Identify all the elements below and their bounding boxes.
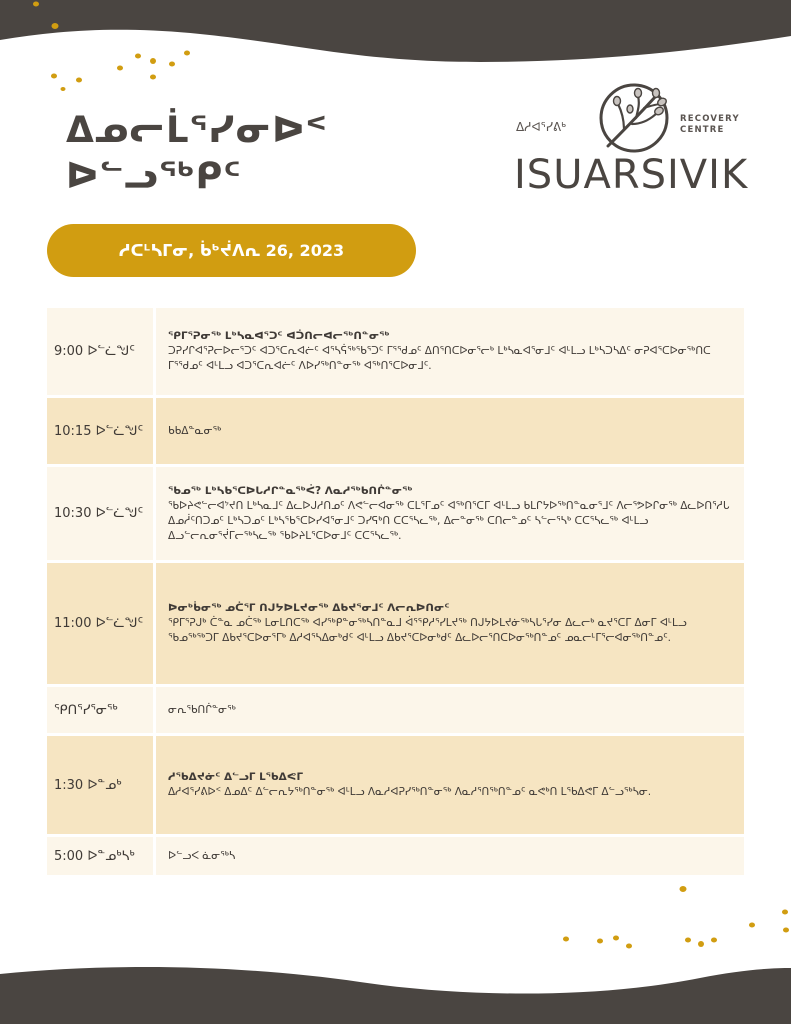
row-time: 10:15 ᐅᓪᓛᖑᑦ [47,398,156,464]
row-description [156,467,744,560]
row-title: ᕿᒥᕐᕈᓂᖅ ᒪᒃᓴᓇᐊᕐᑐᑦ ᐊᑑᑎᓕᐊᓕᖅᑎᓐᓂᖅ [168,330,390,342]
bottom-wave-decoration [0,954,791,1024]
date-banner: ᓱᑕᒻᓴᒥᓂ, ᑳᒃᔫᐱᕆ 26, 2023 [47,224,416,277]
row-body: ᑐᕈᓯᒋᐊᕐᕈᓕᐅᓕᕐᑐᑦ ᐊᑐᕐᑕᕆᐊᓖᑦ ᐊᕐᓴᕌᖅᖃᕐᑐᑦ ᒥᕐᖁᓄᑦ ᐃᑎᕐᑎᑕᐅᓂᕐᓕᒃ ᒪᒃᓴᓇᐊᕐᓂᒧᑦ ᐊᒻᒪᓗ ᒪᒃᓴᑐᓴᐃᑦ ᓂᕈᐊᕐᑕᐅᓂᖅᑎᑕ ᒥᕐᖁᓄᑦ ᐊᒻᒪᓗ ᐊᑐᕐᑕᕆᐊᓖᑦ ᐱᐅᓯᖅᑎᓐᓂᖅ ᐊᖅᑎᕐᑕᐅᓂᒧᑦ. [168,345,711,372]
table-row [47,837,744,875]
row-time: 10:30 ᐅᓪᓛᖑᑦ [47,467,156,560]
table-row [47,687,744,733]
row-description [156,398,744,464]
row-title: ᖃᓄᖅ ᒪᒃᓴᑲᕐᑕᐅᒐᓱᒋᓐᓇᖅᐹ? ᐱᓇᓱᖅᑲᑎᒌᓐᓂᖅ [168,484,413,497]
row-body: ᐃᓱᐊᕐᓯᕕᐅᑉ ᐃᓄᐃᑦ ᐃᓪᓕᕆᔭᖅᑎᓐᓂᖅ ᐊᒻᒪᓗ ᐱᓇᓱᐊᕈᓯᖅᑎᓐᓂᖅ ᐱᓇᓱᕐᑎᖅᑎᓐᓄᑦ ᓇᕙᒃᑎ ᒪᖃᐃᕙᒥ ᐃᓪᓗᖅᓴᓂ. [168,786,652,798]
logo-syllabics: ᐃᓱᐊᕐᓯᕕᒃ [516,120,567,134]
logo-recovery-line1: RECOVERY [680,114,740,124]
row-title: ᐅᓂᒃᑳᓂᖅ ᓄᑖᕐᒥ ᑎᒍᔭᐅᒪᔪᓂᖅ ᐃᑲᔪᕐᓂᒧᑦ ᐱᓕᕆᐅᑎᓂᑦ [168,602,450,614]
row-body: ᑲᑲᐃᓐᓇᓂᖅ [168,424,222,437]
table-row [47,398,744,464]
row-time: 5:00 ᐅᓐᓄᒃᓴᒃ [47,837,156,875]
row-body: ᓂᕆᖃᑎᒌᓐᓂᖅ [168,703,236,716]
top-wave-decoration [0,0,791,70]
row-time: ᕿᑎᕐᓯᕐᓂᖅ [47,687,156,733]
row-time: 11:00 ᐅᓪᓛᖑᑦ [47,563,156,684]
row-description [156,687,744,733]
page-title [66,108,327,200]
page-title-line1: ᐃᓄᓕᒫᕐᓯᓂᐅᑉ [66,110,328,151]
table-row [47,308,744,395]
logo-wordmark: ISUARSIVIK [514,152,749,198]
row-description [156,308,744,395]
table-row [47,736,744,834]
row-body: ᕿᒥᕐᕈᒍᒃ ᑖᓐᓇ ᓄᑖᖅ ᒪᓂᒪᑎᑕᖅ ᐊᓯᖅᑭᓐᓂᖅᓴᑎᓐᓇᒧ ᐋᕐᕿᓱᕐᓯᒪᔪᖅ ᑎᒍᔭᐅᒪᔪᓃᖅᓴᒐᕐᓯᓂ ᐃᓚᓕᒃ ᓇᔪᕐᑕᒥ ᐃᓂᒥ ᐊᒻᒪᓗ ᖃᓄᖅᖅᑐᒥ ᐃᑲᔪᕐᑕᐅᓂᕐᒥᒃ ᐃᓱᐊᕐᓴᐃᓂᒃᑯᑦ ᐊᒻᒪᓗ ᐃᑲᔪᕐᑕᐅᓂᒃᑯᑦ ᐃᓚᐅᓕᕐᑎᑕᐅᓂᖅᑎᓐᓄᑦ ᓄᓇᓕᒻᒥᕐᓕᐊᓂᖅᑎᓐᓄᑦ. [168,617,687,644]
branch-circle-icon [594,78,674,158]
logo-recovery-centre [680,114,740,136]
row-body: ᖃᐅᔨᕙᓪᓕᐊᔾᔪᑎ ᒪᒃᓴᓇᒧᑦ ᐃᓚᐅᒍᓱᑎᓄᑦ ᐱᕙᓪᓕᐊᓂᖅ ᑕᒪᕐᒥᓄᑦ ᐊᖅᑎᕐᑕᒥ ᐊᒻᒪᓗ ᑲᒪᒋᔭᐅᖅᑎᓐᓇᓂᕐᒧᑦ ᐱᓕᕐᕗᐅᒋᓂᖅ ᐃᓚᐅᑎᕐᓱᒐ ᐃᓄᓲᑦᑎᑐᓄᑦ ᒪᒃᓴᑐᓄᑦ ᒪᒃᓴᖃᕐᑕᐅᓯᐊᕐᓂᒧᑦ ᑐᓯᕋᒃᑎ ᑕᑕᕐᓴᓚᖅ, ᐃᓕᓐᓂᖅ ᑕᑎᓕᓐᓄᑦ ᓴᓪᓕᕐᓴᒃ ᑕᑕᕐᓴᓚᖅ ᐊᒻᒪᓗ ᐃᓗᓪᓕᕆᓂᕐᔫᒥᓕᖅᓴᓚᖅ ᖃᐅᔨᒪᕐᑕᐅᓂᒧᑦ ᑕᑕᕐᓴᓚᖅ. [168,499,730,542]
row-time: 1:30 ᐅᓐᓄᒃ [47,736,156,834]
row-time: 9:00 ᐅᓪᓛᖑᑦ [47,308,156,395]
logo-recovery-line2: CENTRE [680,125,725,135]
table-row [47,563,744,684]
row-body: ᐅᓪᓗᐸ ᓈᓂᖅᓴ [168,849,236,862]
page-title-line2: ᐅᓪᓗᖅᑭᑦ [66,156,242,197]
schedule-table [47,308,744,878]
row-description [156,736,744,834]
row-title: ᓱᖃᐃᔪᓃᑦ ᐃᓪᓗᒥ ᒪᖃᐃᕙᒥ [168,771,304,783]
row-description [156,837,744,875]
isuarsivik-logo [512,78,752,203]
row-description [156,563,744,684]
table-row [47,467,744,560]
